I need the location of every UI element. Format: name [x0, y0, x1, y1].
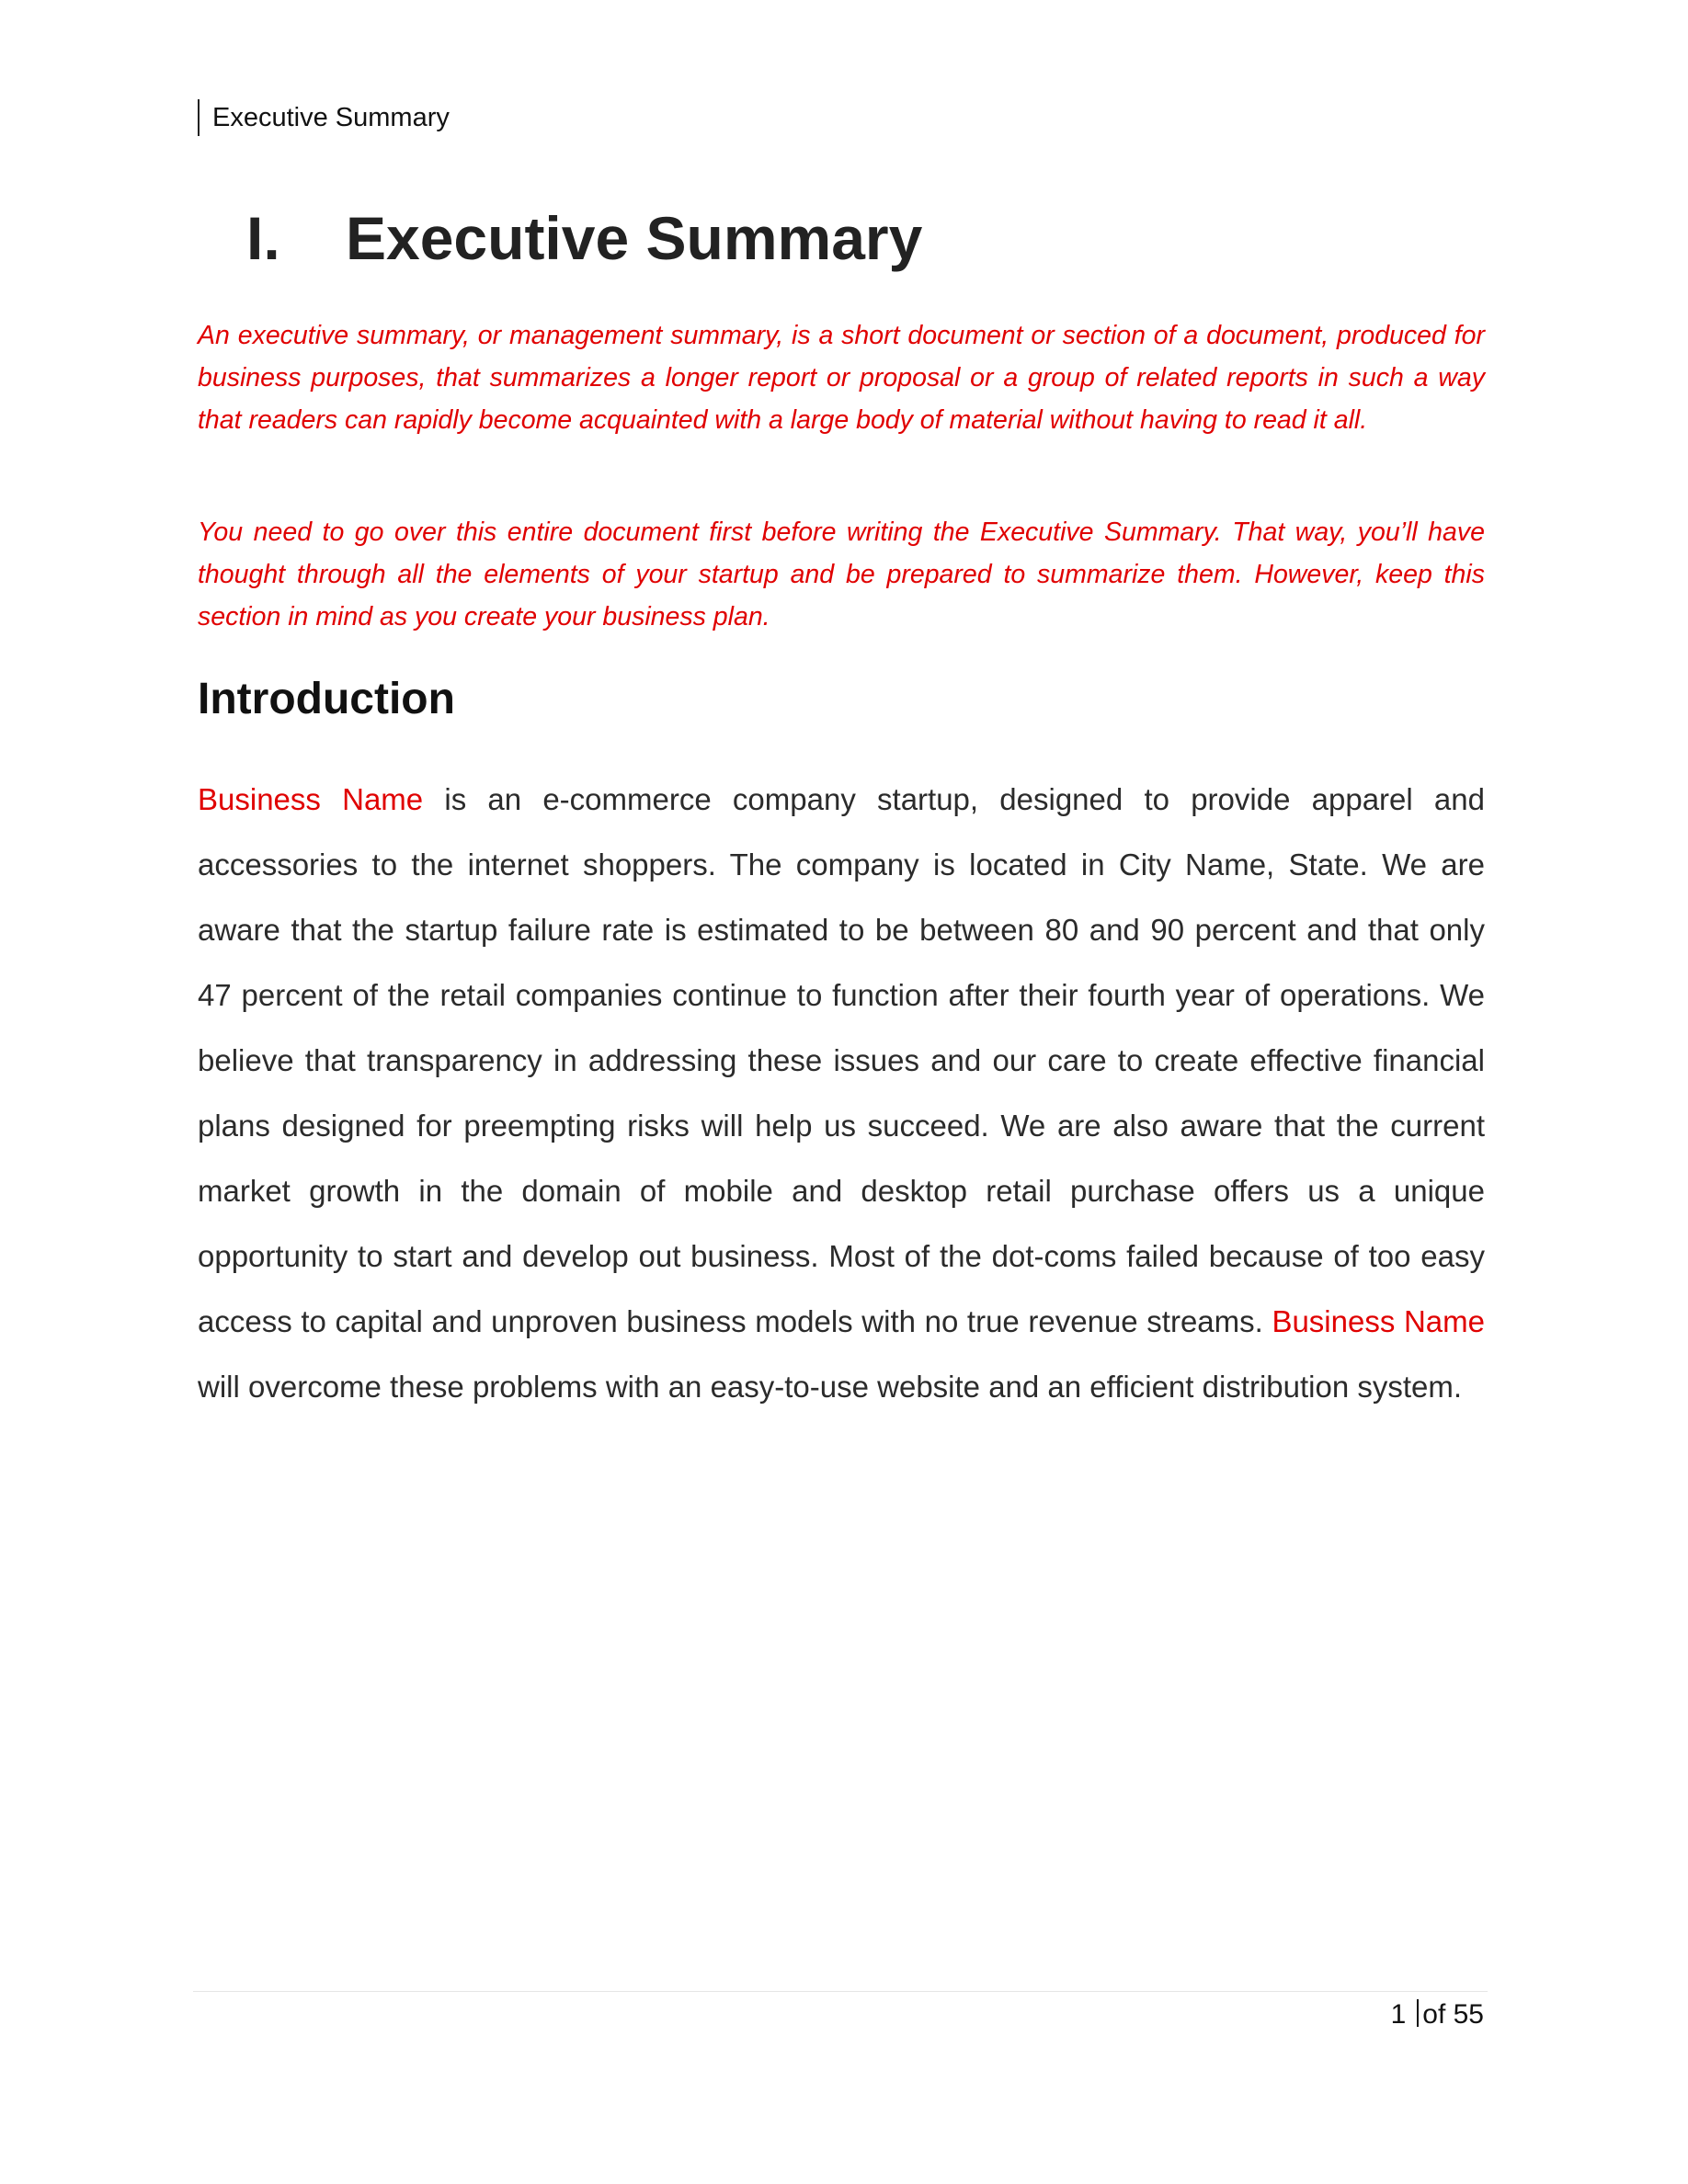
footer-divider: [193, 1991, 1488, 1992]
chapter-title-text: Executive Summary: [346, 204, 923, 272]
page-number-total: of 55: [1422, 1999, 1484, 2030]
business-name-placeholder: Business Name: [1272, 1304, 1485, 1338]
page-number-separator: [1417, 1999, 1419, 2027]
page-number: [1391, 1995, 1484, 2035]
instruction-note-guidance: You need to go over this entire document first before writing the Executive Summary. That way, you’ll have thought through all the elements of your startup and be prepared to summarize them. However, keep this section in mind as you create your business plan.: [198, 518, 1485, 631]
section-heading-introduction: Introduction: [198, 675, 455, 723]
introduction-paragraph: [198, 767, 1485, 1419]
instruction-note-definition: An executive summary, or management summary, is a short document or section of a document, produced for business purposes, that summarizes a longer report or proposal or a group of related reports in such a way that readers can rapidly become acquainted with a large body of material without having to read it all.: [198, 321, 1485, 435]
business-name-placeholder: Business Name: [198, 782, 424, 816]
running-header: Executive Summary: [198, 99, 450, 136]
chapter-title: [246, 197, 922, 279]
introduction-text-part-1: is an e-commerce company startup, designed to provide apparel and accessories to the internet shoppers. The company is located in City Name, State. We are aware that the startup failure rate is estimated to be between 80 and 90 percent and that only 47 percent of the retail companies continue to function after their fourth year of operations. We believe that transparency in addressing these issues and our care to create effective financial plans designed for preempting risks will help us succeed. We are also aware that the current market growth in the domain of mobile and desktop retail purchase offers us a unique opportunity to start and develop out business. Most of the dot-coms failed because of too easy access to capital and unproven business models with no true revenue streams.: [198, 782, 1485, 1338]
introduction-text-part-2: will overcome these problems with an easy-to-use website and an efficient distribution system.: [198, 1370, 1463, 1404]
chapter-number: I.: [246, 204, 280, 272]
page-number-current: 1: [1390, 1999, 1407, 2030]
